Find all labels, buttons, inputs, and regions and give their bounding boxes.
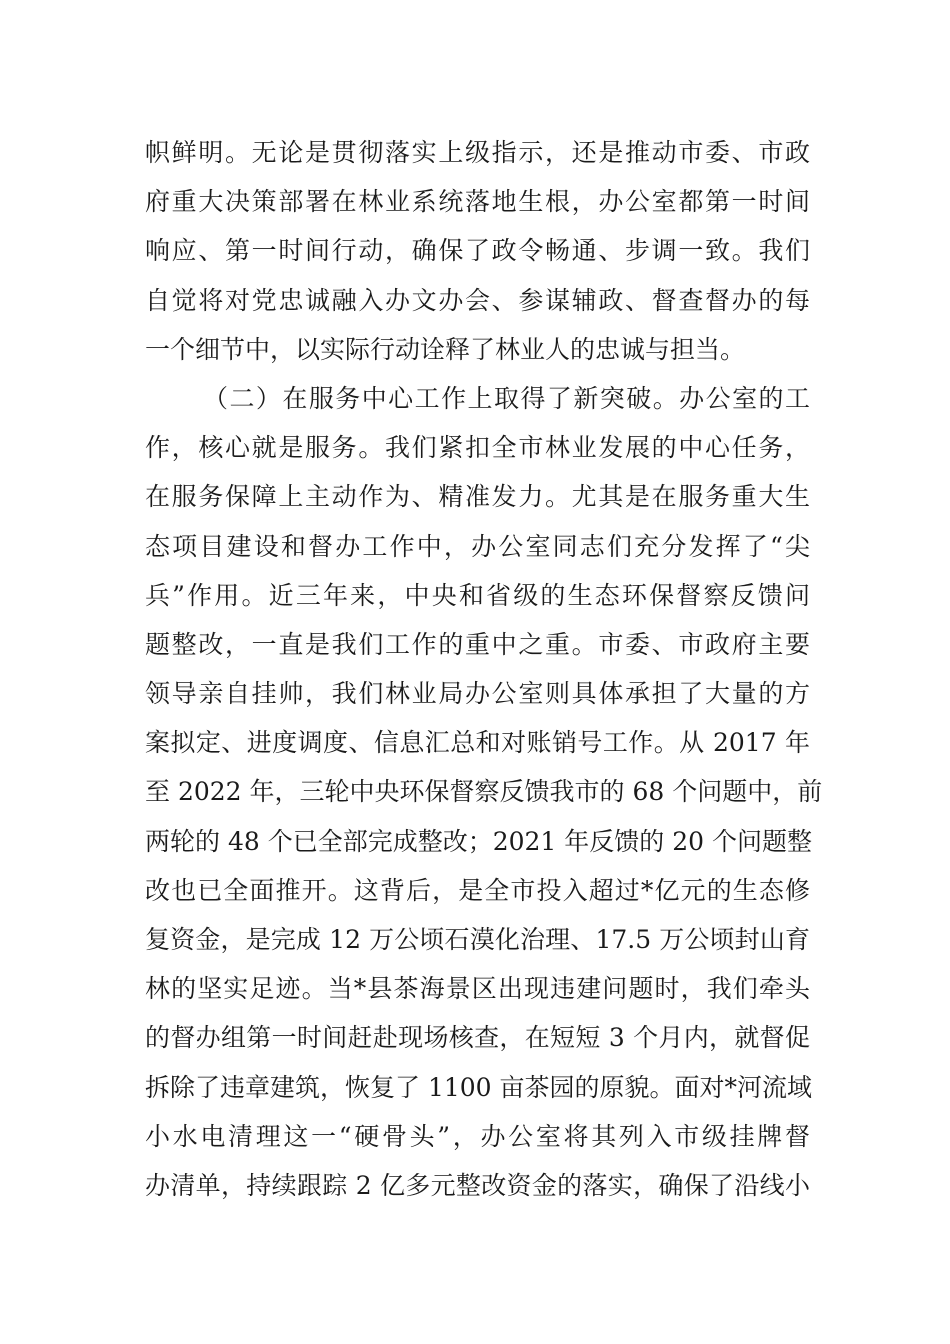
text-line: 府重大决策部署在林业系统落地生根，办公室都第一时间: [145, 187, 810, 217]
text-line: 林的坚实足迹。当*县茶海景区出现违建问题时，我们牵头: [145, 974, 810, 1004]
text-line: 办清单，持续跟踪 2 亿多元整改资金的落实，确保了沿线小: [145, 1170, 810, 1200]
text-line: 帜鲜明。无论是贯彻落实上级指示，还是推动市委、市政: [145, 138, 810, 167]
section-heading-line: （二）在服务中心工作上取得了新突破。办公室的工: [203, 383, 810, 413]
body-text: [145, 128, 823, 1210]
text-line: 领导亲自挂帅，我们林业局办公室则具体承担了大量的方: [145, 679, 810, 709]
text-line: 案拟定、进度调度、信息汇总和对账销号工作。从 2017 年: [145, 728, 810, 758]
text-line: 响应、第一时间行动，确保了政令畅通、步调一致。我们: [145, 236, 810, 266]
text-line: 自觉将对党忠诚融入办文办会、参谋辅政、督查督办的每: [145, 285, 810, 315]
text-line: 态项目建设和督办工作中，办公室同志们充分发挥了“尖: [145, 531, 810, 561]
text-line: 两轮的 48 个已全部完成整改；2021 年反馈的 20 个问题整: [145, 826, 812, 856]
text-line: 复资金，是完成 12 万公顷石漠化治理、17.5 万公顷封山育: [145, 925, 810, 954]
text-line: 至 2022 年，三轮中央环保督察反馈我市的 68 个问题中，前: [145, 777, 823, 807]
text-line: 改也已全面推开。这背后，是全市投入超过*亿元的生态修: [145, 875, 810, 905]
text-line: 在服务保障上主动作为、精准发力。尤其是在服务重大生: [145, 482, 810, 512]
text-line: 拆除了违章建筑，恢复了 1100 亩茶园的原貌。面对*河流域: [145, 1072, 813, 1102]
text-line: 兵”作用。近三年来，中央和省级的生态环保督察反馈问: [145, 580, 810, 610]
text-line: 一个细节中，以实际行动诠释了林业人的忠诚与担当。: [145, 334, 746, 364]
text-line: 的督办组第一时间赶赴现场核查，在短短 3 个月内，就督促: [145, 1023, 810, 1053]
text-line: 小水电清理这一“硬骨头”，办公室将其列入市级挂牌督: [145, 1121, 810, 1151]
text-line: 题整改，一直是我们工作的重中之重。市委、市政府主要: [145, 629, 810, 659]
text-line: 作，核心就是服务。我们紧扣全市林业发展的中心任务，: [145, 433, 810, 463]
